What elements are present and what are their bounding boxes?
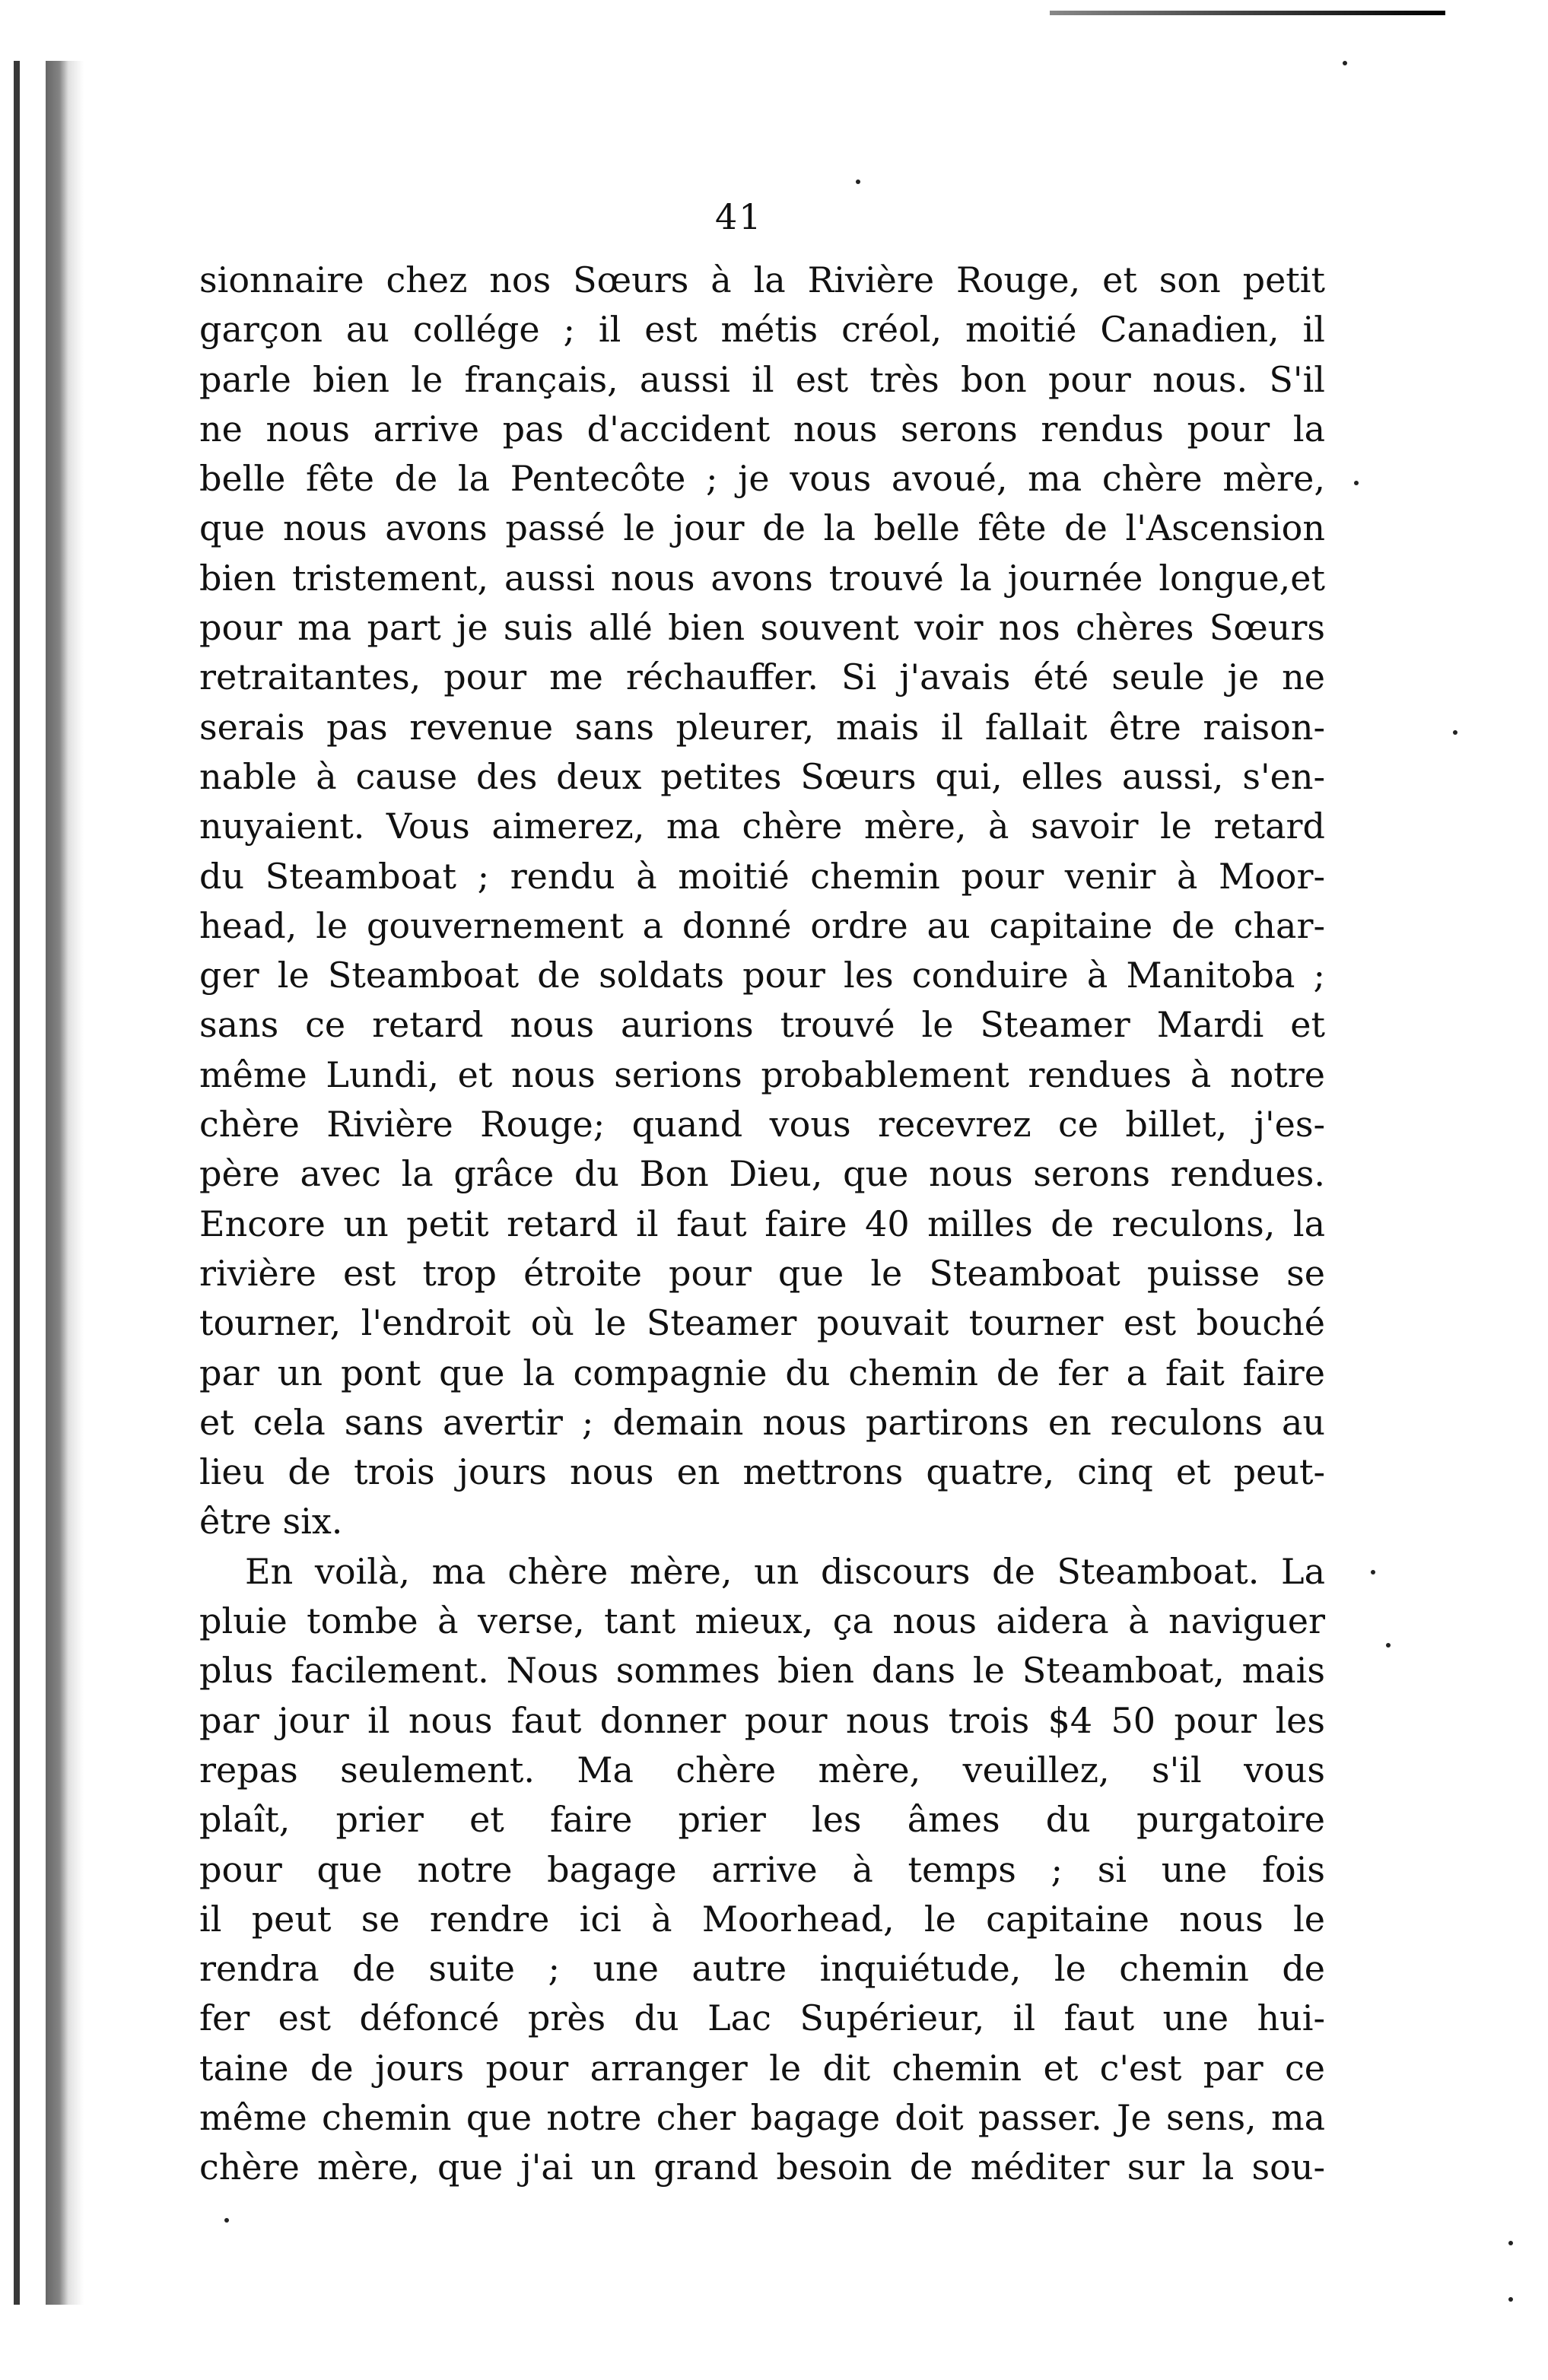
text-line: repas seulement. Ma chère mère, veuillez, s'il vous — [199, 1749, 1325, 1791]
text-line: sans ce retard nous aurions trouvé le Steamer Mardi et — [199, 1004, 1325, 1046]
scan-speck — [856, 180, 860, 184]
text-line: par un pont que la compagnie du chemin de fer a fait faire — [199, 1352, 1325, 1393]
paragraph-2 — [199, 1547, 1325, 2193]
text-line: chère mère, que j'ai un grand besoin de méditer sur la sou- — [199, 2146, 1325, 2188]
text-line: que nous avons passé le jour de la belle fête de l'Ascension — [199, 507, 1325, 549]
text-line: garçon au collége ; il est métis créol, moitié Canadien, il — [199, 309, 1325, 351]
top-rule — [1050, 11, 1445, 15]
scan-binding-edge — [0, 61, 114, 2305]
text-line: pluie tombe à verse, tant mieux, ça nous aidera à naviguer — [199, 1600, 1325, 1642]
text-line: il peut se rendre ici à Moorhead, le capitaine nous le — [199, 1898, 1325, 1940]
text-line: En voilà, ma chère mère, un discours de Steamboat. La — [245, 1550, 1325, 1592]
text-line: ger le Steamboat de soldats pour les conduire à Manitoba ; — [199, 955, 1325, 996]
text-line: sionnaire chez nos Sœurs à la Rivière Rouge, et son petit — [199, 259, 1325, 300]
text-line: nuyaient. Vous aimerez, ma chère mère, à savoir le retard — [199, 806, 1325, 847]
text-line: même Lundi, et nous serions probablement rendues à notre — [199, 1053, 1325, 1095]
text-line: par jour il nous faut donner pour nous trois $4 50 pour les — [199, 1699, 1325, 1741]
text-line: être six. — [199, 1501, 343, 1543]
text-line: pour que notre bagage arrive à temps ; si une fois — [199, 1848, 1325, 1890]
scan-speck — [1508, 2297, 1513, 2302]
text-line: taine de jours pour arranger le dit chemin et c'est par ce — [199, 2047, 1325, 2089]
scan-speck — [224, 2218, 229, 2223]
text-line: rendra de suite ; une autre inquiétude, le chemin de — [199, 1948, 1325, 1990]
text-line: du Steamboat ; rendu à moitié chemin pour venir à Moor- — [199, 855, 1325, 897]
scan-speck — [1354, 481, 1359, 485]
text-line: chère Rivière Rouge; quand vous recevrez ce billet, j'es- — [199, 1104, 1325, 1146]
page-number: 41 — [715, 196, 763, 237]
text-line: retraitantes, pour me réchauffer. Si j'avais été seule je ne — [199, 656, 1325, 698]
text-line: ne nous arrive pas d'accident nous serons rendus pour la — [199, 408, 1325, 450]
text-line: père avec la grâce du Bon Dieu, que nous serons rendues. — [199, 1153, 1325, 1195]
text-line: pour ma part je suis allé bien souvent voir nos chères Sœurs — [199, 607, 1325, 649]
text-line: rivière est trop étroite pour que le Steamboat puisse se — [199, 1252, 1325, 1294]
text-line: lieu de trois jours nous en mettrons quatre, cinq et peut- — [199, 1451, 1325, 1493]
text-line: head, le gouvernement a donné ordre au capitaine de char- — [199, 904, 1325, 946]
body-text — [199, 256, 1325, 2193]
text-line: et cela sans avertir ; demain nous partirons en reculons au — [199, 1401, 1325, 1443]
scan-speck — [1453, 730, 1457, 735]
text-line: plus facilement. Nous sommes bien dans le Steamboat, mais — [199, 1650, 1325, 1692]
scan-speck — [1343, 61, 1347, 65]
text-line: belle fête de la Pentecôte ; je vous avoué, ma chère mère, — [199, 458, 1325, 500]
text-line: plaît, prier et faire prier les âmes du purgatoire — [199, 1799, 1325, 1841]
text-line: bien tristement, aussi nous avons trouvé la journée longue,et — [199, 557, 1325, 599]
text-line: serais pas revenue sans pleurer, mais il fallait être raison- — [199, 706, 1325, 748]
text-line: nable à cause des deux petites Sœurs qui, elles aussi, s'en- — [199, 755, 1325, 797]
scan-speck — [1508, 2241, 1513, 2245]
text-line: même chemin que notre cher bagage doit passer. Je sens, ma — [199, 2096, 1325, 2138]
paragraph-1 — [199, 256, 1325, 1547]
text-line: parle bien le français, aussi il est très bon pour nous. S'il — [199, 358, 1325, 400]
scan-speck — [1371, 1570, 1375, 1574]
scan-speck — [1386, 1643, 1391, 1648]
text-line: Encore un petit retard il faut faire 40 milles de reculons, la — [199, 1203, 1325, 1244]
text-line: fer est défoncé près du Lac Supérieur, il faut une hui- — [199, 1997, 1325, 2039]
text-line: tourner, l'endroit où le Steamer pouvait tourner est bouché — [199, 1302, 1325, 1344]
